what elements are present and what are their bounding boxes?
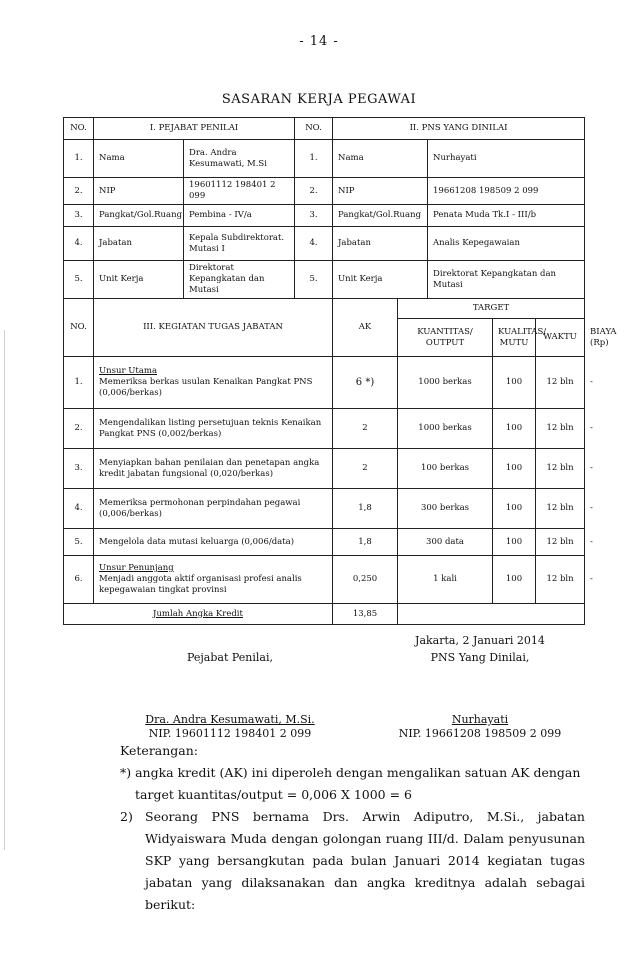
task-row: 4. Memeriksa permohonan perpindahan pegawai (0,006/berkas) 1,8 300 berkas 100 12 bln -	[64, 489, 585, 529]
scan-edge-line	[4, 330, 5, 850]
task-text: Memeriksa berkas usulan Kenaikan Pangkat PNS (0,006/berkas)	[99, 377, 313, 398]
task-section-heading: Unsur Penunjang	[99, 563, 174, 573]
row-value-2: Nurhayati	[428, 140, 585, 178]
task-ak: 6 *)	[333, 357, 398, 409]
task-header-ak: AK	[333, 299, 398, 357]
task-mutu: 100	[493, 357, 536, 409]
row-no: 1.	[64, 140, 94, 178]
task-no: 2.	[64, 409, 94, 449]
left-signatory-nip: NIP. 19601112 198401 2 099	[148, 727, 312, 740]
row-label: Unit Kerja	[94, 261, 184, 299]
total-empty-cell	[398, 604, 585, 625]
task-header-waktu: WAKTU	[536, 319, 585, 357]
row-label: Nama	[94, 140, 184, 178]
task-waktu: 12 bln	[536, 556, 585, 604]
task-no: 6.	[64, 556, 94, 604]
document-title: SASARAN KERJA PEGAWAI	[221, 92, 417, 107]
row-value-2: 19661208 198509 2 099	[428, 178, 585, 205]
task-ak: 1,8	[333, 489, 398, 529]
task-ak: 1,8	[333, 529, 398, 556]
notes-item-number: 2)	[120, 809, 133, 824]
row-label: Pangkat/Gol.Ruang	[94, 205, 184, 227]
row-no-2: 5.	[295, 261, 333, 299]
notes-line-2: target kuantitas/output = 0,006 X 1000 = 6	[135, 787, 413, 802]
left-signatory-name: Dra. Andra Kesumawati, M.Si.	[145, 713, 315, 726]
task-row: 1. Unsur Utama Memeriksa berkas usulan Kenaikan Pangkat PNS (0,006/berkas) 6 *) 1000 berkas 100 12 bln -	[64, 357, 585, 409]
task-no: 4.	[64, 489, 94, 529]
row-label-2: NIP	[333, 178, 428, 205]
task-row: 5. Mengelola data mutasi keluarga (0,006/data) 1,8 300 data 100 12 bln -	[64, 529, 585, 556]
row-value-2: Analis Kepegawaian	[428, 227, 585, 261]
header-no-2: NO.	[295, 118, 333, 140]
task-output: 1 kali	[398, 556, 493, 604]
row-label-2: Jabatan	[333, 227, 428, 261]
notes-heading: Keterangan:	[120, 743, 199, 758]
task-header-kualitas: KUALITAS/ MUTU	[493, 319, 536, 357]
row-no-2: 1.	[295, 140, 333, 178]
row-value: Kepala Subdirektorat. Mutasi I	[184, 227, 295, 261]
total-label: Jumlah Angka Kredit	[64, 604, 333, 625]
task-mutu: 100	[493, 489, 536, 529]
task-no: 5.	[64, 529, 94, 556]
row-value-2: Direktorat Kepangkatan dan Mutasi	[428, 261, 585, 299]
task-waktu: 12 bln	[536, 409, 585, 449]
row-no: 3.	[64, 205, 94, 227]
row-no: 5.	[64, 261, 94, 299]
task-ak: 2	[333, 409, 398, 449]
right-signatory-nip: NIP. 19661208 198509 2 099	[398, 727, 562, 740]
right-signatory-role: PNS Yang Dinilai,	[430, 651, 530, 664]
task-text: Mengelola data mutasi keluarga (0,006/data)	[94, 529, 333, 556]
task-waktu: 12 bln	[536, 489, 585, 529]
task-mutu: 100	[493, 529, 536, 556]
task-header-no: NO.	[64, 299, 94, 357]
task-mutu: 100	[493, 556, 536, 604]
task-header-target: TARGET	[398, 299, 585, 319]
task-no: 1.	[64, 357, 94, 409]
identity-row	[64, 178, 585, 205]
task-row: 6. Unsur Penunjang Menjadi anggota aktif organisasi profesi analis kepegawaian tingkat provinsi 0,250 1 kali 100 12 bln -	[64, 556, 585, 604]
task-output: 300 berkas	[398, 489, 493, 529]
row-label-2: Pangkat/Gol.Ruang	[333, 205, 428, 227]
task-description	[94, 357, 333, 409]
row-label: NIP	[94, 178, 184, 205]
task-text: Mengendalikan listing persetujuan teknis Kenaikan Pangkat PNS (0,002/berkas)	[94, 409, 333, 449]
notes-item-text: Seorang PNS bernama Drs. Arwin Adiputro, M.Si., jabatan Widyaiswara Muda dengan golongan ruang III/d. Dalam penyusunan SKP yang bersangkutan pada bulan Januari 2014 kegiatan tugas jabatan yang dilaksanakan dan angka kreditnya adalah sebagai berikut:	[145, 809, 585, 912]
row-no: 4.	[64, 227, 94, 261]
total-row	[64, 604, 585, 625]
task-output: 300 data	[398, 529, 493, 556]
header-no: NO.	[64, 118, 94, 140]
task-header-kegiatan: III. KEGIATAN TUGAS JABATAN	[94, 299, 333, 357]
task-text: Memeriksa permohonan perpindahan pegawai (0,006/berkas)	[94, 489, 333, 529]
identity-row	[64, 205, 585, 227]
row-value: Direktorat Kepangkatan dan Mutasi	[184, 261, 295, 299]
task-mutu: 100	[493, 409, 536, 449]
row-value-2: Penata Muda Tk.I - III/b	[428, 205, 585, 227]
task-header-kuantitas: KUANTITAS/ OUTPUT	[398, 319, 493, 357]
identity-row	[64, 140, 585, 178]
row-no-2: 4.	[295, 227, 333, 261]
task-text: Menyiapkan bahan penilaian dan penetapan angka kredit jabatan fungsional (0,020/berkas)	[94, 449, 333, 489]
task-section-heading: Unsur Utama	[99, 366, 158, 376]
row-label: Jabatan	[94, 227, 184, 261]
task-waktu: 12 bln	[536, 357, 585, 409]
task-output: 100 berkas	[398, 449, 493, 489]
row-no-2: 2.	[295, 178, 333, 205]
left-signatory-role: Pejabat Penilai,	[186, 651, 273, 664]
right-signatory-name: Nurhayati	[451, 713, 509, 726]
task-mutu: 100	[493, 449, 536, 489]
skp-table: NO. I. PEJABAT PENILAI NO. II. PNS YANG DINILAI 1. Nama Dra. Andra Kesumawati, M.Si 1. Nama Nurhayati 2. NIP 19601112 198401 2 099 2. NIP 19661208 198509 2 099 3. Pangkat/Gol.Ruang Pembina - IV/a 3. Pangkat/Gol.Ruang Penata Muda Tk.I - III/b 4. Jabatan Kepala Subdirektorat. Mutasi I 4. Jabatan Analis Kepegawaian 5. Unit Kerja Direktorat Kepangkatan dan Mutasi 5. Unit Kerja Direktorat Kepangkatan dan Mutasi NO. III. KEGIATAN TUGAS JABATAN AK TARGET KUANTITAS/ OUTPUT KUALITAS/ MUTU WAKTU BIAYA (Rp) 1. Unsur Utama Memeriksa berkas usulan Kenaikan Pangkat PNS (0,006/berkas) 6 *) 1000 berkas 100 12 bln - 2. Mengendalikan listing persetujuan teknis Kenaikan Pangkat PNS (0,002/berkas) 2 1000 berkas 100 12 bln - 3. Menyiapkan bahan penilaian dan penetapan angka kredit jabatan fungsional (0,020/berkas) 2 100 berkas 100 12 bln - 4. Memeriksa permohonan perpindahan pegawai (0,006/berkas) 1,8 300 berkas 100 12 bln - 5. Mengelola data mutasi keluarga (0,006/data) 1,8 300 data 100 12 bln - 6. Unsur Penunjang Menjadi anggota aktif organisasi profesi analis kepegawaian tingkat provinsi 0,250 1 kali 100 12 bln - Jumlah Angka Kredit 13,85	[63, 117, 585, 625]
task-output: 1000 berkas	[398, 357, 493, 409]
total-value: 13,85	[333, 604, 398, 625]
page-number: - 14 -	[299, 34, 339, 49]
header-penilai: I. PEJABAT PENILAI	[94, 118, 295, 140]
task-waktu: 12 bln	[536, 529, 585, 556]
task-output: 1000 berkas	[398, 409, 493, 449]
notes-line-1: *) angka kredit (AK) ini diperoleh dengan mengalikan satuan AK dengan	[120, 765, 581, 780]
place-date: Jakarta, 2 Januari 2014	[415, 634, 545, 647]
task-row: 3. Menyiapkan bahan penilaian dan penetapan angka kredit jabatan fungsional (0,020/berkas) 2 100 berkas 100 12 bln -	[64, 449, 585, 489]
task-row: 2. Mengendalikan listing persetujuan teknis Kenaikan Pangkat PNS (0,002/berkas) 2 1000 berkas 100 12 bln -	[64, 409, 585, 449]
row-no: 2.	[64, 178, 94, 205]
row-value: 19601112 198401 2 099	[184, 178, 295, 205]
task-waktu: 12 bln	[536, 449, 585, 489]
row-value: Dra. Andra Kesumawati, M.Si	[184, 140, 295, 178]
row-label-2: Nama	[333, 140, 428, 178]
task-ak: 2	[333, 449, 398, 489]
header-dinilai: II. PNS YANG DINILAI	[333, 118, 585, 140]
task-description	[94, 556, 333, 604]
row-no-2: 3.	[295, 205, 333, 227]
task-text: Menjadi anggota aktif organisasi profesi analis kepegawaian tingkat provinsi	[99, 574, 302, 595]
identity-row	[64, 261, 585, 299]
task-no: 3.	[64, 449, 94, 489]
row-value: Pembina - IV/a	[184, 205, 295, 227]
task-ak: 0,250	[333, 556, 398, 604]
row-label-2: Unit Kerja	[333, 261, 428, 299]
identity-row	[64, 227, 585, 261]
